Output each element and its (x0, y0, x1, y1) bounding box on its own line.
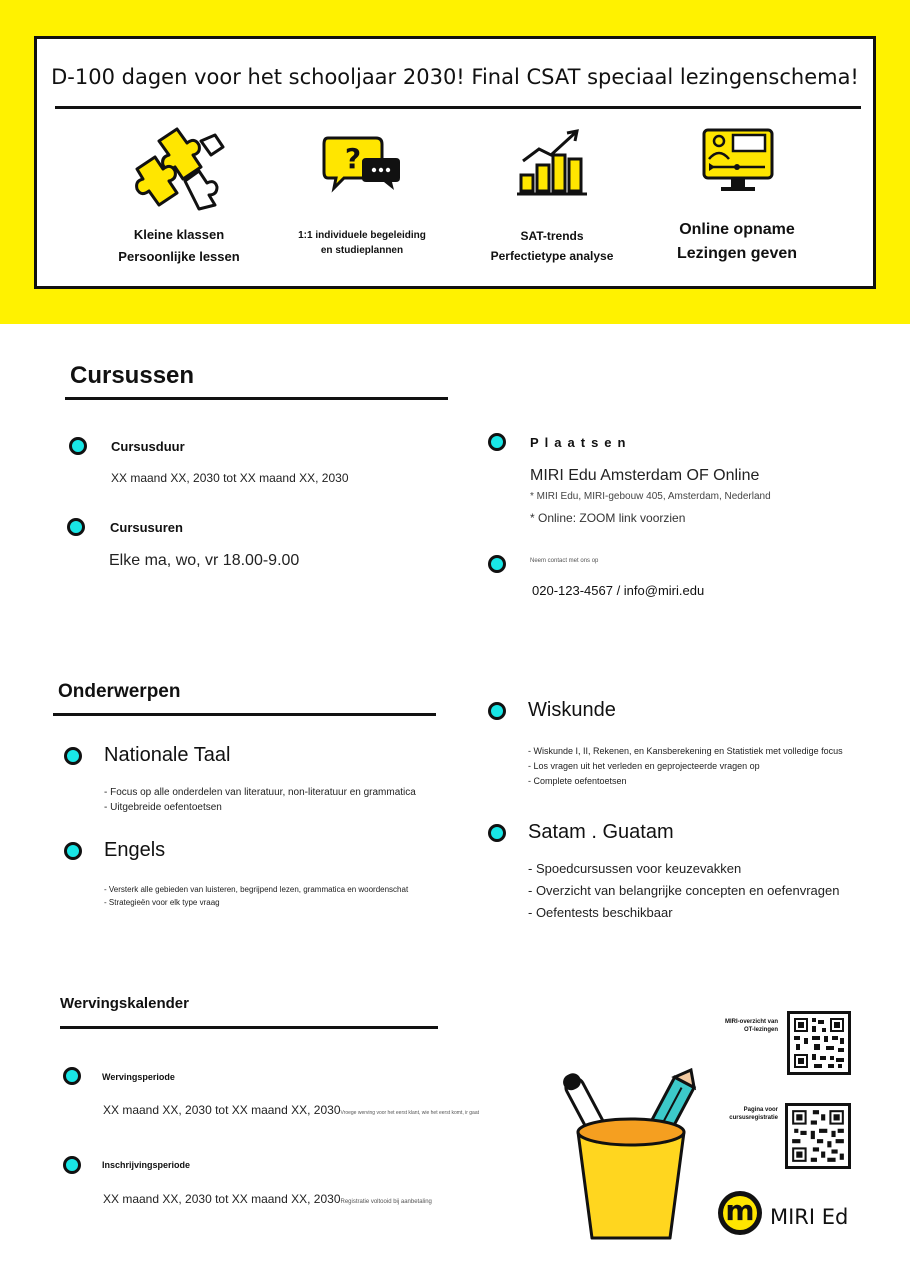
period-row (103, 1103, 479, 1117)
feature-line: Perfectietype analyse (490, 249, 614, 263)
places-note-address: * MIRI Edu, MIRI-gebouw 405, Amsterdam, Nederland (530, 491, 771, 502)
contact-label: Neem contact met ons op (530, 558, 599, 564)
feature-line: en studieplannen (320, 245, 404, 256)
enroll-label: Inschrijvingsperiode (102, 1160, 191, 1170)
pencil-cup-illustration (556, 1066, 706, 1244)
period-value: XX maand XX, 2030 tot XX maand XX, 2030 (103, 1103, 341, 1117)
online-lecture-icon (701, 127, 775, 197)
brand-name: MIRI Ed (770, 1205, 849, 1229)
trend-chart-icon (517, 127, 589, 197)
header-card (34, 36, 876, 289)
subject-name: Engels (104, 839, 166, 861)
detail-line: - Wiskunde I, II, Rekenen, en Kansberekening en Statistiek met volledige focus (528, 746, 843, 756)
places-note-online: * Online: ZOOM link voorzien (530, 511, 686, 525)
detail-line: - Versterk alle gebieden van luisteren, begrijpend lezen, grammatica en woordenschat (104, 885, 409, 894)
enroll-note: Registratie voltooid bij aanbetaling (340, 1199, 432, 1205)
subject-details (528, 744, 843, 789)
qr1-label: MIRI-overzicht van OT-lezingen (724, 1019, 778, 1033)
feature-line: SAT-trends (520, 229, 584, 243)
detail-line: - Complete oefentoetsen (528, 776, 627, 786)
qr-code-overview-icon[interactable] (787, 1011, 851, 1075)
feature-line: Persoonlijke lessen (118, 249, 240, 264)
svg-text:?: ? (344, 142, 362, 175)
bullet-dot (64, 842, 82, 860)
recruitment-divider (60, 1026, 438, 1029)
chat-question-icon (322, 134, 402, 194)
bullet-dot (63, 1067, 81, 1085)
feature-small-classes (99, 227, 259, 264)
duration-value: XX maand XX, 2030 tot XX maand XX, 2030 (111, 471, 349, 485)
enroll-value: XX maand XX, 2030 tot XX maand XX, 2030 (103, 1192, 341, 1206)
subject-name: Nationale Taal (104, 744, 231, 766)
bullet-dot (64, 747, 82, 765)
logo-icon (718, 1191, 762, 1235)
bullet-dot (63, 1156, 81, 1174)
page-title: D-100 dagen voor het schooljaar 2030! Final CSAT speciaal lezingenschema! (51, 65, 859, 89)
subjects-divider (53, 713, 436, 716)
courses-divider (65, 397, 448, 400)
feature-line: 1:1 individuele begeleiding (298, 230, 426, 241)
places-label: Plaatsen (530, 435, 632, 450)
detail-line: - Spoedcursussen voor keuzevakken (528, 861, 742, 876)
recruitment-title: Wervingskalender (60, 995, 189, 1012)
hours-value: Elke ma, wo, vr 18.00-9.00 (109, 552, 300, 569)
subject-details (104, 785, 416, 815)
detail-line: - Uitgebreide oefentoetsen (104, 802, 222, 813)
subject-name: Satam . Guatam (528, 821, 674, 843)
places-main: MIRI Edu Amsterdam OF Online (530, 467, 760, 484)
enroll-row (103, 1192, 432, 1206)
bullet-dot (488, 433, 506, 451)
qr2-label: Pagina voor cursusregistratie (729, 1107, 778, 1121)
header-divider (55, 106, 861, 109)
logo-letter: m (723, 1196, 757, 1230)
bullet-dot (488, 555, 506, 573)
bullet-dot (69, 437, 87, 455)
period-note: Vroege werving voor het eerst klant, wie het eerst komt, ir gaat (340, 1110, 479, 1116)
feature-individual-guidance (282, 230, 442, 256)
subject-details (528, 858, 839, 924)
feature-sat-trends (472, 229, 632, 263)
contact-value: 020-123-4567 / info@miri.edu (532, 583, 705, 598)
qr-code-registration-icon[interactable] (785, 1103, 851, 1169)
hours-label: Cursusuren (110, 520, 183, 535)
puzzle-icon (129, 121, 229, 211)
detail-line: - Focus op alle onderdelen van literatuur, non-literatuur en grammatica (104, 787, 416, 798)
detail-line: - Strategieën voor elk type vraag (104, 898, 220, 907)
duration-label: Cursusduur (111, 439, 185, 454)
detail-line: - Overzicht van belangrijke concepten en oefenvragen (528, 883, 840, 898)
bullet-dot (488, 702, 506, 720)
feature-line: Kleine klassen (133, 227, 225, 242)
period-label: Wervingsperiode (102, 1072, 175, 1082)
courses-title: Cursussen (70, 362, 195, 389)
detail-line: - Los vragen uit het verleden en geprojecteerde vragen op (528, 761, 760, 771)
subject-details (104, 883, 408, 909)
feature-line: Lezingen geven (676, 245, 798, 262)
subject-name: Wiskunde (528, 699, 616, 721)
bullet-dot (67, 518, 85, 536)
bullet-dot (488, 824, 506, 842)
feature-online-recording (652, 221, 822, 263)
subjects-title: Onderwerpen (58, 681, 181, 702)
feature-line: Online opname (679, 221, 795, 238)
detail-line: - Oefentests beschikbaar (528, 905, 673, 920)
